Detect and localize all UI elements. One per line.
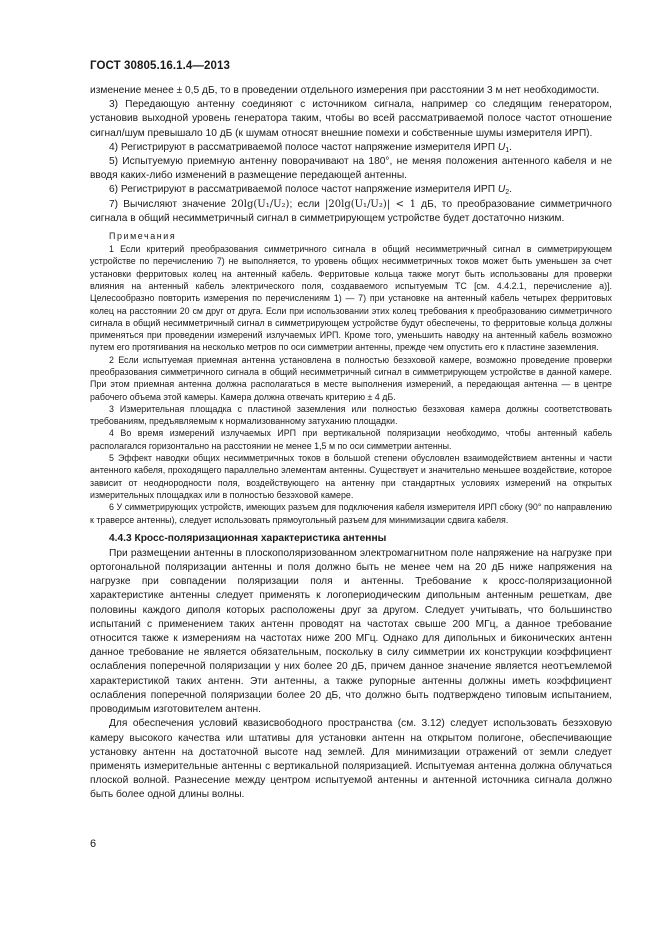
note-2: 2 Если испытуемая приемная антенна установлена в полностью безэховой камере, возможно проведение проверки преобразования симметричного сигнала в общий несимметричный сигнал в симметрирующем устройстве в данной камере. При этом приемная антенна должна располагаться в месте выполнения измерений, а передающая антенна — в центре рабочего объема этой камеры. Камера должна отвечать критерию ± 4 дБ.: [90, 354, 612, 402]
sub-1: 1: [505, 146, 510, 154]
page-number: 6: [90, 838, 97, 850]
step-7: 7) Вычисляют значение 20lg(U₁/U₂); если |20lg(U₁/U₂)| < 1 дБ, то преобразование симметричного сигнала в общий несимметричный сигнал в симметрирующем устройстве будет достаточно низким.: [90, 198, 612, 224]
section-paragraph: Для обеспечения условий квазисвободного пространства (см. 3.12) следует использовать безэховую камеру высокого качества или штативы для установки антенн на открытом полигоне, обеспечивающие установку антенн на достаточной высоте над землей. Для минимизации отражений от земли следует применять измерительные антенны с вертикальной поляризацией. Испытуемая антенна должна облучаться плоской волной. Разнесение между центром испытуемой антенны и антенной источника сигнала должно быть более одной длины волны.: [90, 718, 612, 801]
note-1: 1 Если критерий преобразования симметричного сигнала в общий несимметричный сигнал в симметрирующем устройстве по перечислению 7) не выполняется, то уровень общих несимметричных токов может быть уменьшен за счет установки ферритовых колец на антенный кабель. Ферритовые кольца также могут быть использованы для проверки влияния на антенный кабель электрического поля, создаваемого испытуемым ТС [см. 4.4.2.1, перечисление а)]. Целесообразно повторить измерения по перечислениям 1) — 7) при установке на антенный кабель четырех ферритовых колец на расстоянии 20 см друг от друга. Если при использовании этих колец требования к преобразованию симметричного сигнала в общий несимметричный сигнал в симметрирующем устройстве будут обеспечены, то ферритовые кольца должны применяться при проведении измерений излучаемых ИРП. Кроме того, уменьшить наводку на антенный кабель возможно путем его протягивания на несколько метров по оси симметрии антенны, прежде чем опустить его к пластине заземления.: [90, 244, 612, 353]
step-6-text: 6) Регистрируют в рассматриваемой полосе частот напряжение измерителя ИРП: [109, 184, 496, 196]
var-u: U: [497, 184, 506, 196]
step-4: 4) Регистрируют в рассматриваемой полосе частот напряжение измерителя ИРП $U_1$.: [109, 141, 512, 154]
notes-title: Примечания: [109, 231, 177, 242]
step-6: 6) Регистрируют в рассматриваемой полосе частот напряжение измерителя ИРП $U_2$.: [109, 184, 512, 197]
formula-ratio: 20lg(U₁/U₂): [231, 198, 290, 210]
document-body: [90, 84, 612, 803]
section-paragraph: При размещении антенны в плоскополяризованном электромагнитном поле напряжение на нагрузке при ортогональной поляризации антенны и поля должно быть не менее чем на 20 дБ ниже напряжения на нагрузке при совпадении поляризации поля и антенны. Требование к кросс-поляризационной характеристике антенны следует применять к логопериодическим дипольным антенным решеткам, две половины каждого диполя которых расположены друг за другом. Следует учитывать, что большинство испытаний с применением таких антенн проводят на частотах свыше 200 МГц, а данное требование относится также к измерениям на частотах ниже 200 МГц. Однако для дипольных и биконических антенн данное требование не является обязательным, поскольку в силу симметрии их конструкции коэффициент ослабления поперечной поляризации у них более 20 дБ, причем данное значение является неотъемлемой характеристикой таких антенн. Эти антенны, а также рупорные антенны должны иметь коэффициент ослабления поперечной поляризации более 20 дБ, что должно быть подтверждено типовым испытанием, проводимым изготовителем антенн.: [90, 547, 612, 716]
note-3: 3 Измерительная площадка с пластиной заземления или полностью безэховая камера должны соответствовать требованиям, предъявляемым к нормализованному затуханию площадки.: [90, 403, 612, 427]
document-header: ГОСТ 30805.16.1.4—2013: [90, 60, 230, 72]
note-6: 6 У симметрирующих устройств, имеющих разъем для подключения кабеля измерителя ИРП сбоку (90° по направлению к траверсе антенны), следует использовать прямоугольный разъем для минимизации сдвига кабеля.: [90, 502, 612, 525]
step-4-text: 4) Регистрируют в рассматриваемой полосе частот напряжение измерителя ИРП: [109, 141, 496, 153]
note-4: 4 Во время измерений излучаемых ИРП при вертикальной поляризации необходимо, чтобы антенный кабель располагался горизонтально на расстоянии не менее 1,5 м по оси симметрии антенны.: [90, 428, 612, 451]
section-heading: 4.4.3 Кросс-поляризационная характеристика антенны: [109, 532, 387, 544]
paragraph-continuation: изменение менее ± 0,5 дБ, то в проведении отдельного измерения при расстоянии 3 м нет необходимости.: [90, 85, 600, 96]
step-3: 3) Передающую антенну соединяют с источником сигнала, например со следящим генератором, установив выходной уровень генератора таким, чтобы во всей рассматриваемой полосе частот отношение сигнал/шум превышало 10 дБ (к шумам относят внешние помехи и собственные шумы измерителя ИРП).: [90, 99, 612, 139]
step-5: 5) Испытуемую приемную антенну поворачивают на 180°, не меняя положения антенного кабеля и не вводя каких-либо изменений в размещение передающей антенны.: [90, 156, 612, 182]
note-5: 5 Эффект наводки общих несимметричных токов в большой степени обусловлен взаимодействием антенны и части антенного кабеля, проходящего параллельно элементам антенны. Существует и значительно меньшее воздействие, которое зависит от неоднородности поля, воздействующего на антенну при стандартных условиях измерений на открытых измерительных площадках или в полностью безэховой камере.: [90, 453, 612, 500]
sub-2: 2: [505, 189, 510, 197]
var-u: U: [497, 141, 506, 153]
formula-condition: |20lg(U₁/U₂)| < 1: [325, 198, 416, 210]
